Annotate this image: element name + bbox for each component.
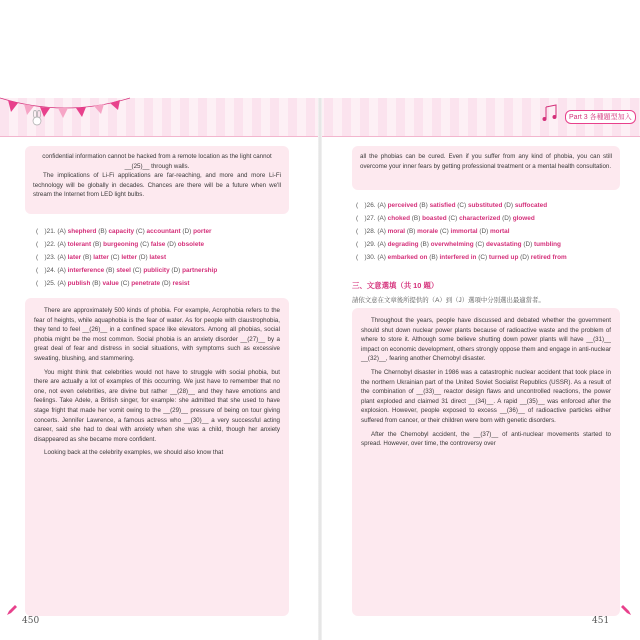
- question-22[interactable]: ( )22. (A) tolerant (B) burgeoning (C) false (D) obsolete: [36, 241, 205, 248]
- question-28[interactable]: ( )28. (A) moral (B) morale (C) immortal (D) mortal: [356, 228, 510, 235]
- question-27[interactable]: ( )27. (A) choked (B) boasted (C) characterized (D) glowed: [356, 215, 535, 222]
- bunting-icon: [0, 96, 130, 126]
- left-passage-paragraph-3: Looking back at the celebrity examples, we should also know that: [44, 449, 224, 457]
- page-gutter: [318, 98, 322, 640]
- right-passage-paragraph-2: The Chernobyl disaster in 1986 was a catastrophic nuclear accident that took place in the northern Ukrainian part of the United Soviet Socialist Republics (USSR). As a result of the combination of __(33)__ reactor design flaws and uncontrolled reactions, the power plant exploded and claimed 31 direct __(34)__. A rapid __(35)__ was enforced after the explosion. However, people exposed to excess __(36)__ of radioactive particles either suffered from cancer, or their children were born with genetic disorders.: [361, 368, 611, 424]
- section-title: 三、文意選填（共 10 題）: [352, 281, 439, 290]
- right-passage-paragraph-3: After the Chernobyl accident, the __(37)__ of anti-nuclear movements started to spread. However, over time, the controversy over: [361, 430, 611, 448]
- left-passage-paragraph-2: You might think that celebrities would not have to struggle with social phobia, but there are actually a lot of examples of this occurring. We just have to remember that no one, not even celebrities, are divine but rather __(28)__ and they have emotions and feelings. Take Adele, a British singer, for example: she admitted that she used to have stage fright that made her vomit owing to the __(29)__ pressure of being on tour giving concerts. Jennifer Lawrence, a famous actress who __(30)__ a very successful acting career, said she had to deal with anxiety when she was a child, though her anxiety disappeared as she became more confident.: [34, 368, 280, 443]
- left-passage-paragraph-1: There are approximately 500 kinds of phobia. For example, Acrophobia refers to the fear of heights, while aquaphobia is the fear of water. As for people with claustrophobia, they tend to feel __(26)__ in a confined space like elevators. Among all phobias, social phobia might be the most common. Social phobia is an anxiety disorder __(27)__ by a great deal of fear and distress in social situations, with symptoms such as excessive sweating, blushing, and stammering.: [34, 307, 280, 362]
- question-23[interactable]: ( )23. (A) later (B) latter (C) letter (D) latest: [36, 254, 167, 261]
- section-instruction: 請依文意在文章後所提供的（A）到（J）選項中分別選出最適當者。: [352, 297, 545, 304]
- left-top-passage-box: [25, 146, 289, 214]
- right-main-passage-box: [352, 308, 620, 616]
- question-24[interactable]: ( )24. (A) interference (B) steel (C) publicity (D) partnership: [36, 267, 218, 274]
- left-page-number: 450: [22, 616, 40, 626]
- music-notes-icon: [540, 104, 562, 124]
- right-top-paragraph-1: all the phobias can be cured. Even if you suffer from any kind of phobia, you can still overcome your inner fears by getting professional treatment or a mental health consultation.: [360, 153, 612, 170]
- left-top-paragraph-1: confidential information cannot be hacked from a remote location as the light cannot __(25)__ through walls.: [42, 153, 272, 170]
- right-passage-paragraph-1: Throughout the years, people have discussed and debated whether the government should shut down nuclear power plants because of radioactive waste and the problem of where to store it. Although some believe shutting down power plants will have __(31)__ impact on economic development, others strongly oppose them and engage in anti-nuclear __(32)__, fearing another Chernobyl disaster.: [361, 317, 611, 363]
- left-top-paragraph-2: The implications of Li-Fi applications are far-reaching, and more and more Li-Fi technology will be globally in decades. Chances are there will be a future when we'll stream the Internet from LED light bulbs.: [33, 172, 281, 199]
- question-21[interactable]: ( )21. (A) shepherd (B) capacity (C) accountant (D) porter: [36, 228, 212, 235]
- question-26[interactable]: ( )26. (A) perceived (B) satisfied (C) substituted (D) suffocated: [356, 202, 548, 209]
- right-top-passage-box: [352, 146, 620, 190]
- right-page-number: 451: [592, 616, 610, 626]
- part-tag: Part 3 各種題型加入: [565, 110, 636, 124]
- question-25[interactable]: ( )25. (A) publish (B) value (C) penetrate (D) resist: [36, 280, 190, 287]
- pencil-icon: [6, 604, 18, 616]
- rabbit-icon: [30, 110, 44, 128]
- left-main-passage-box: [25, 298, 289, 616]
- pencil-icon: [620, 604, 632, 616]
- question-30[interactable]: ( )30. (A) embarked on (B) interfered in (C) turned up (D) retired from: [356, 254, 567, 261]
- question-number: ( ): [36, 228, 47, 235]
- question-29[interactable]: ( )29. (A) degrading (B) overwhelming (C) devastating (D) tumbling: [356, 241, 561, 248]
